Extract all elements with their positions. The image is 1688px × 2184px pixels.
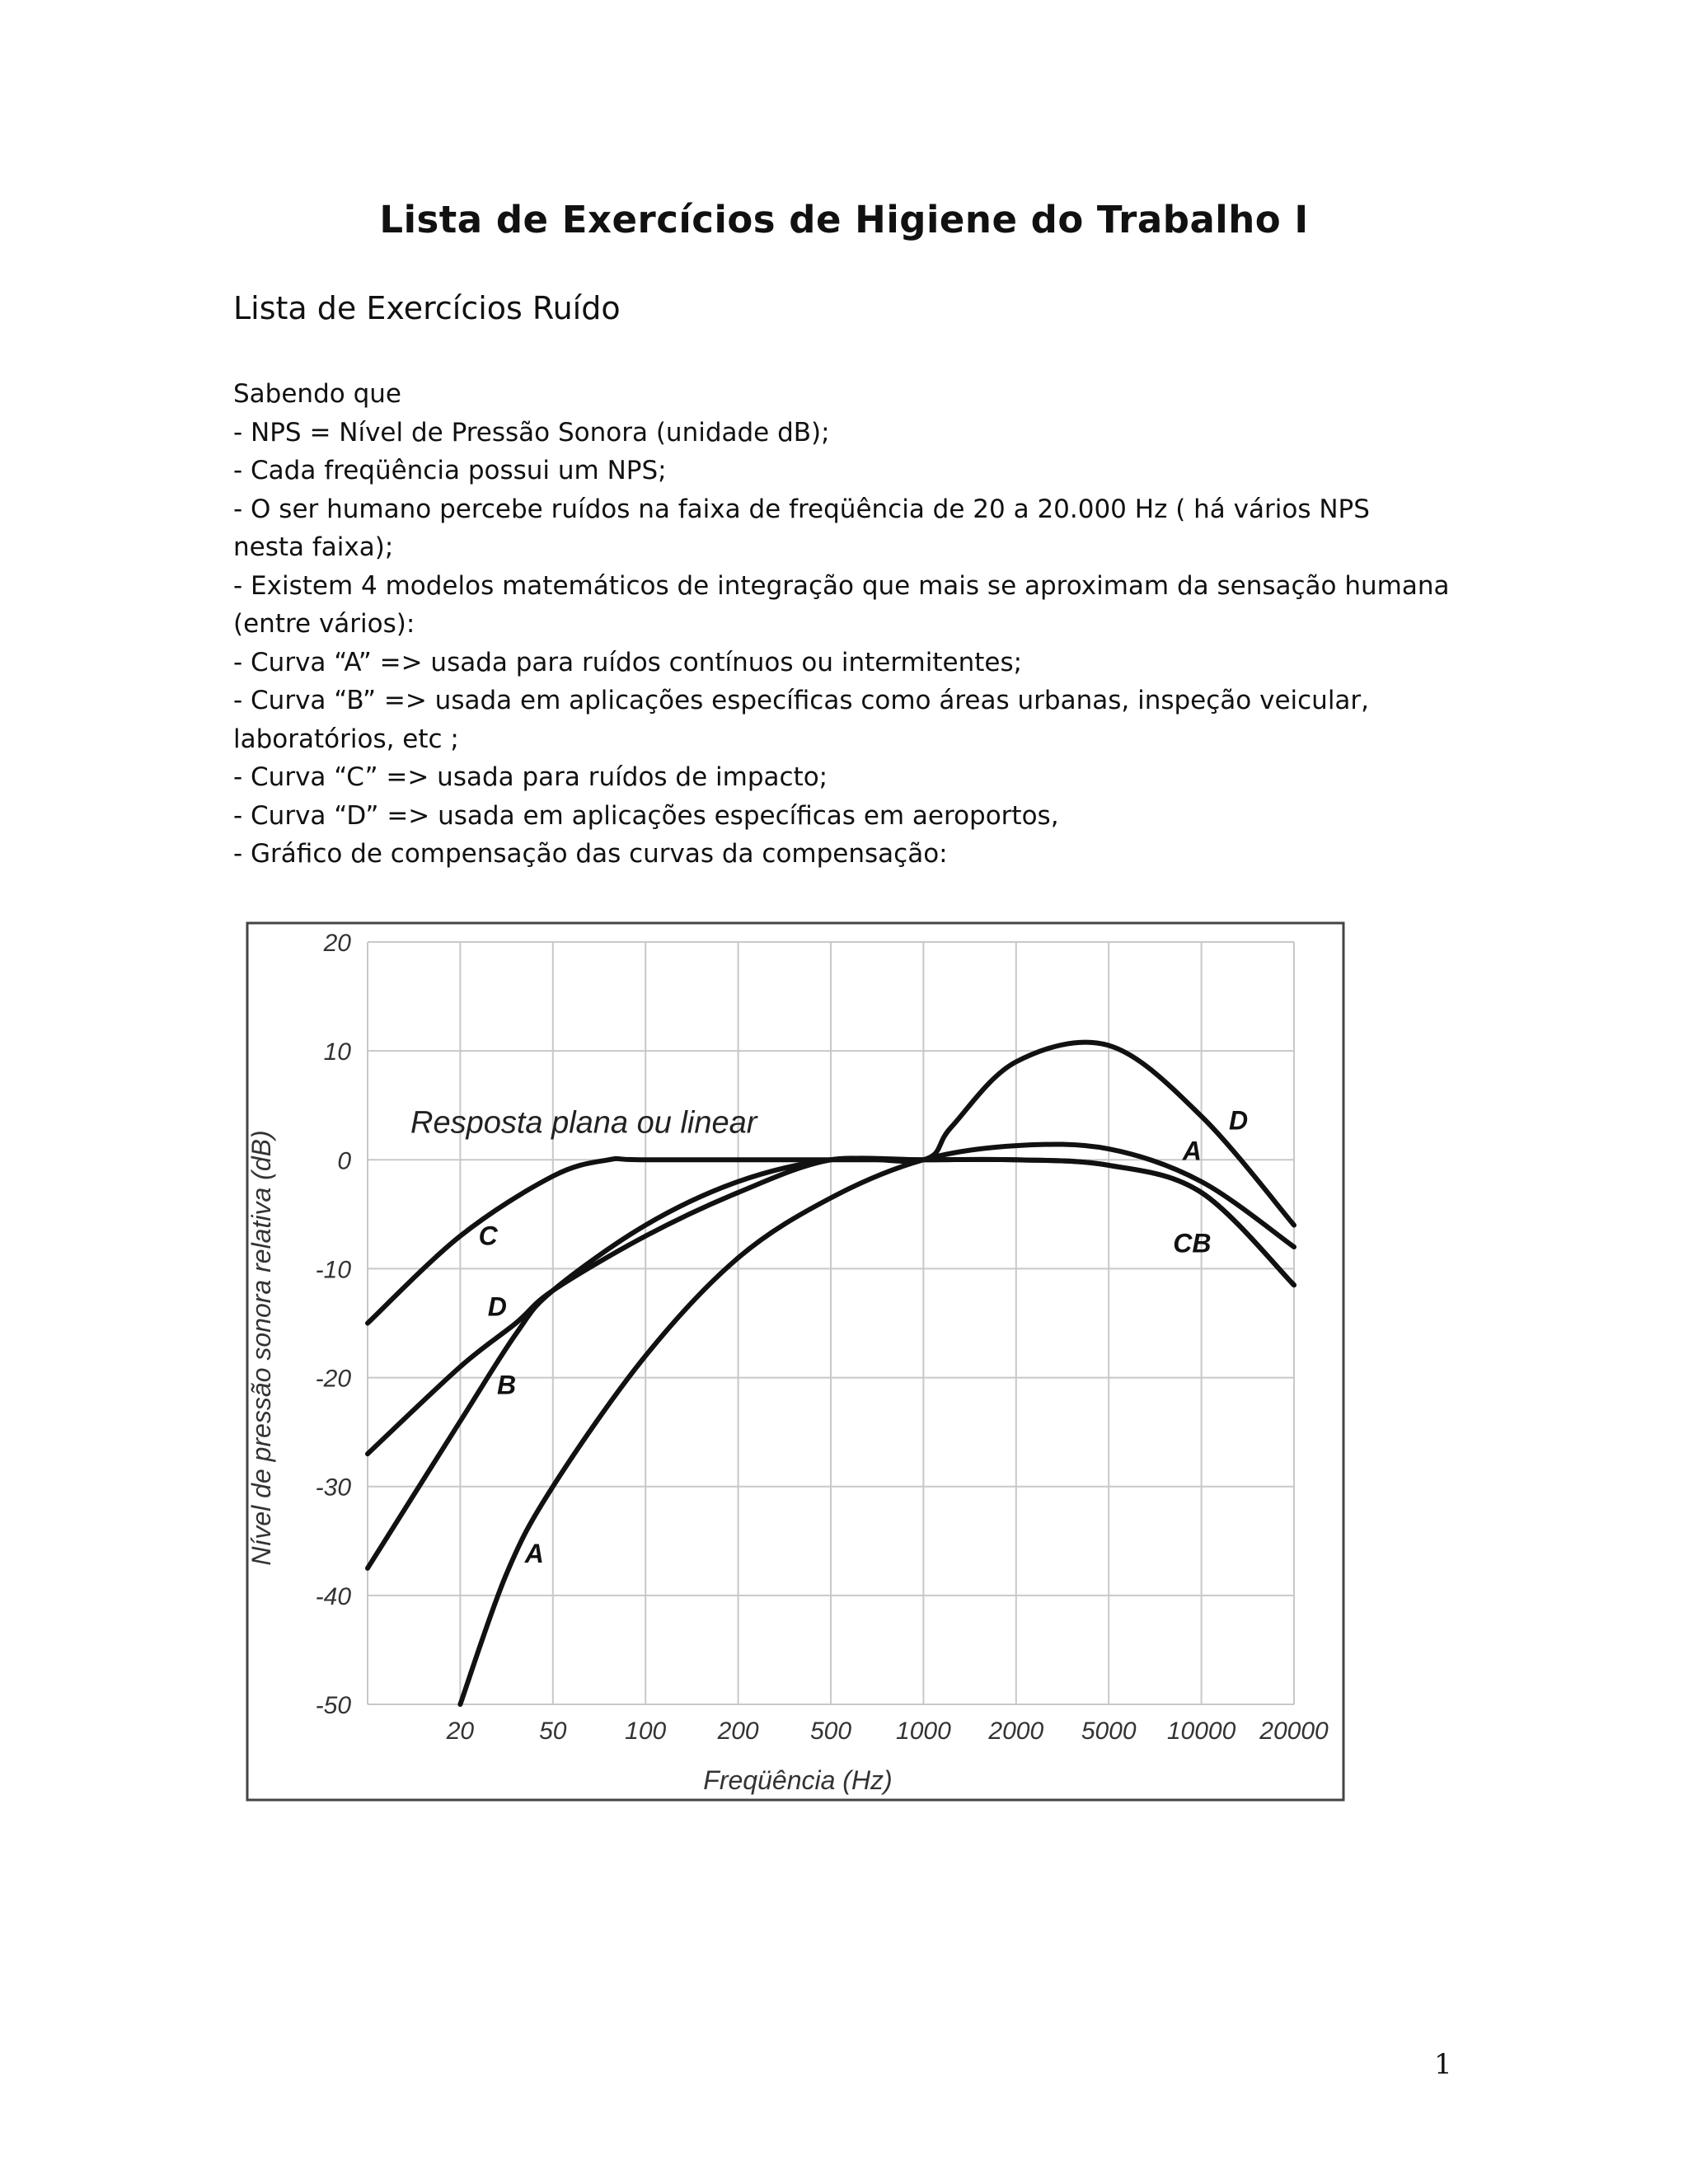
body-line: - Curva “A” => usada para ruídos contínuos ou intermitentes; [233, 647, 1023, 677]
body-line: nesta faixa); [233, 532, 394, 562]
curve-label: CB [1173, 1228, 1212, 1258]
x-tick-label: 50 [539, 1718, 567, 1745]
body-line: - Cada freqüência possui um NPS; [233, 456, 667, 485]
curve-label: D [487, 1291, 507, 1322]
curve-label: B [497, 1370, 517, 1400]
intro-line: Sabendo que [233, 379, 401, 409]
chart-svg [246, 921, 1345, 1802]
body-line: - NPS = Nível de Pressão Sonora (unidade dB); [233, 417, 830, 448]
x-tick-label: 200 [717, 1718, 759, 1745]
body-line: - Curva “C” => usada para ruídos de impacto; [233, 762, 828, 792]
x-tick-label: 20000 [1259, 1718, 1329, 1745]
document-title: Lista de Exercícios de Higiene do Trabalho I [379, 198, 1309, 241]
y-axis-title: Nível de pressão sonora relativa (dB) [246, 1130, 276, 1566]
curve-label: A [1182, 1136, 1202, 1166]
x-tick-label: 100 [625, 1718, 667, 1745]
y-tick-label: -30 [315, 1474, 351, 1502]
x-axis-title: Freqüência (Hz) [703, 1765, 893, 1795]
body-line: - O ser humano percebe ruídos na faixa de freqüência de 20 a 20.000 Hz ( há vários NPS [233, 494, 1370, 524]
x-tick-label: 5000 [1081, 1718, 1137, 1745]
y-tick-label: 20 [323, 930, 351, 957]
body-line: - Existem 4 modelos matemáticos de integração que mais se aproximam da sensação humana [233, 570, 1450, 601]
body-line: - Curva “B” => usada em aplicações específicas como áreas urbanas, inspeção veicular, [233, 686, 1370, 715]
x-tick-label: 1000 [896, 1718, 951, 1745]
y-tick-label: -40 [315, 1582, 351, 1610]
body-line: - Gráfico de compensação das curvas da compensação: [233, 839, 948, 869]
x-tick-label: 10000 [1166, 1718, 1236, 1745]
x-tick-label: 20 [446, 1718, 475, 1745]
page-number: 1 [1434, 2048, 1452, 2081]
document-body [233, 375, 1470, 874]
y-tick-label: 0 [337, 1147, 351, 1175]
document-subtitle: Lista de Exercícios Ruído [233, 290, 621, 326]
y-tick-label: -20 [315, 1365, 351, 1393]
x-tick-label: 2000 [988, 1718, 1044, 1745]
body-line: laboratórios, etc ; [233, 724, 459, 754]
curve-label: A [524, 1539, 544, 1569]
y-tick-label: -10 [315, 1256, 351, 1284]
x-tick-label: 500 [809, 1718, 852, 1745]
curve-label: C [478, 1221, 498, 1251]
chart-annotation: Resposta plana ou linear [410, 1105, 757, 1141]
body-line: (entre vários): [233, 609, 415, 639]
curve-label: D [1229, 1105, 1249, 1136]
body-line: - Curva “D” => usada em aplicações específicas em aeroportos, [233, 800, 1059, 831]
chart-frame [247, 923, 1343, 1800]
y-tick-label: 10 [323, 1038, 351, 1066]
y-tick-label: -50 [315, 1692, 351, 1719]
weighting-curves-chart [246, 921, 1345, 1802]
